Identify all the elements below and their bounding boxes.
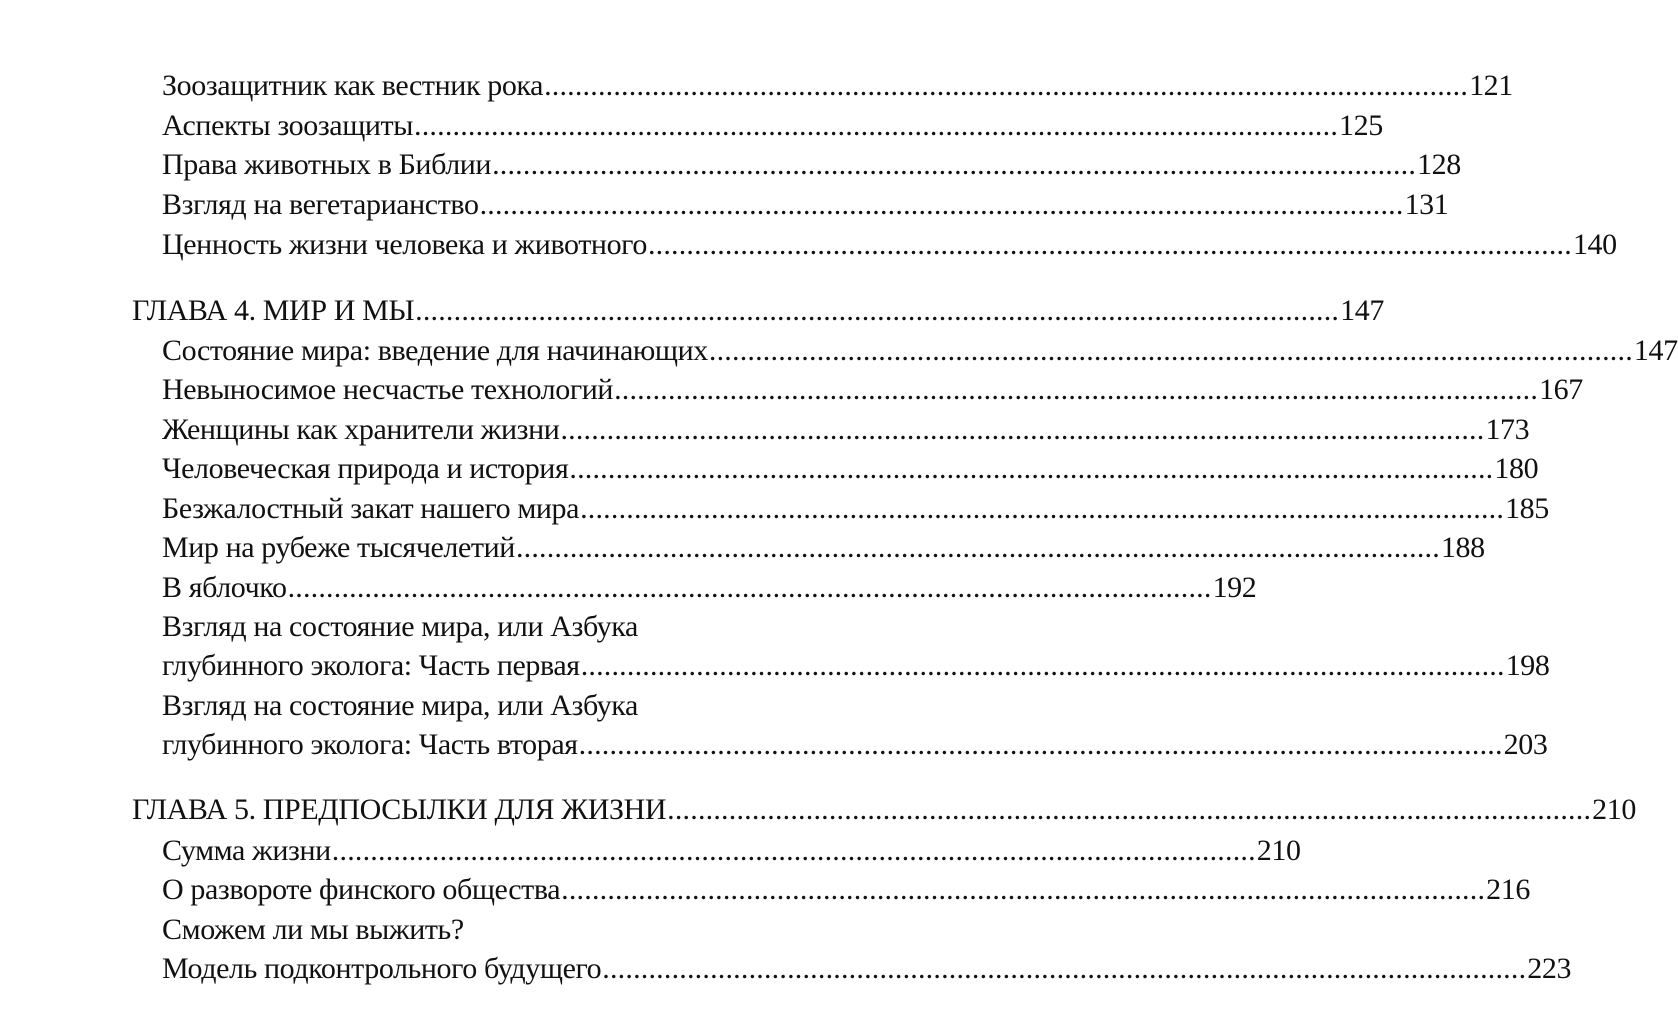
toc-page-number: 210 xyxy=(1256,834,1301,867)
toc-leader-dots: ........................................................................................................................ xyxy=(647,228,1572,261)
toc-leader-dots: ........................................................................................................................ xyxy=(479,188,1404,221)
toc-entry xyxy=(162,568,1257,608)
toc-entry xyxy=(162,489,1549,529)
toc-entry-first-line xyxy=(162,607,876,647)
toc-chapter-heading xyxy=(132,291,1384,331)
toc-entry-title: Ценность жизни человека и животного xyxy=(162,225,647,265)
toc-page-number: 125 xyxy=(1339,109,1383,142)
toc-entry xyxy=(162,949,1572,989)
toc-entry-title: В яблочко xyxy=(162,568,287,608)
toc-entry-title: Взгляд на состояние мира, или Азбука xyxy=(162,686,638,726)
toc-entry-title: глубинного эколога: Часть первая xyxy=(162,646,580,686)
toc-entry-title: Мир на рубеже тысячелетий xyxy=(162,528,515,568)
toc-entry xyxy=(162,331,1678,371)
toc-leader-dots: ........................................................................................................................ xyxy=(515,531,1440,564)
toc-entry-title: Аспекты зоозащиты xyxy=(162,106,413,146)
toc-entry-title: Взгляд на состояние мира, или Азбука xyxy=(162,607,638,647)
toc-entry-title: Зоозащитник как вестник рока xyxy=(162,66,543,106)
toc-entry-title: Безжалостный закат нашего мира xyxy=(162,489,579,529)
toc-page-number: 216 xyxy=(1486,873,1530,906)
toc-page-number: 203 xyxy=(1503,728,1548,761)
toc-chapter-title: ГЛАВА 5. ПРЕДПОСЫЛКИ ДЛЯ ЖИЗНИ xyxy=(132,790,666,830)
toc-leader-dots: ........................................................................................................................ xyxy=(287,571,1212,604)
toc-entry xyxy=(162,831,1301,871)
toc-entry xyxy=(162,106,1383,146)
toc-page-number: 147 xyxy=(1340,294,1384,327)
toc-leader-dots: ........................................................................................................................ xyxy=(614,373,1539,406)
toc-entry-title: Сумма жизни xyxy=(162,831,331,871)
toc-leader-dots: ........................................................................................................................ xyxy=(708,334,1633,367)
toc-entry xyxy=(162,66,1513,106)
toc-entry-first-line xyxy=(162,686,876,726)
toc-page-number: 140 xyxy=(1572,228,1617,261)
toc-entry-no-page xyxy=(162,910,876,950)
toc-entry-title: глубинного эколога: Часть вторая xyxy=(162,725,578,765)
toc-page-number: 167 xyxy=(1539,373,1583,406)
toc-entry-title: Состояние мира: введение для начинающих xyxy=(162,331,708,371)
toc-entry-title: Сможем ли мы выжить? xyxy=(162,910,464,950)
toc-page-number: 173 xyxy=(1485,413,1530,446)
toc-entry-title: Человеческая природа и история xyxy=(162,449,568,489)
toc-page-number: 180 xyxy=(1494,452,1539,485)
toc-entry xyxy=(162,145,1461,185)
toc-entry xyxy=(162,225,1617,265)
toc-page-number: 198 xyxy=(1505,649,1550,682)
toc-leader-dots: ........................................................................................................................ xyxy=(544,69,1469,102)
toc-page-number: 121 xyxy=(1469,69,1513,102)
toc-chapter-heading xyxy=(132,790,1636,830)
toc-leader-dots: ........................................................................................................................ xyxy=(578,728,1503,761)
toc-entry xyxy=(162,410,1530,450)
toc-leader-dots: ........................................................................................................................ xyxy=(331,834,1256,867)
toc-leader-dots: ........................................................................................................................ xyxy=(580,492,1505,525)
toc-leader-dots: ........................................................................................................................ xyxy=(569,452,1494,485)
toc-entry xyxy=(162,528,1485,568)
toc-page-number: 192 xyxy=(1212,571,1257,604)
toc-page-number: 185 xyxy=(1505,492,1549,525)
toc-page-number: 128 xyxy=(1417,148,1461,181)
toc-entry xyxy=(162,725,1548,765)
toc-entry xyxy=(162,370,1583,410)
toc-leader-dots: ........................................................................................................................ xyxy=(492,148,1417,181)
toc-leader-dots: ........................................................................................................................ xyxy=(414,109,1339,142)
toc-entry-title: Женщины как хранители жизни xyxy=(162,410,559,450)
toc-entry-title: Невыносимое несчастье технологий xyxy=(162,370,613,410)
toc-entry xyxy=(162,646,1550,686)
toc-leader-dots: ........................................................................................................................ xyxy=(602,952,1527,985)
toc-page-number: 210 xyxy=(1592,793,1636,826)
toc-entry xyxy=(162,870,1530,910)
toc-page-number: 131 xyxy=(1404,188,1449,221)
toc-page-number: 223 xyxy=(1527,952,1572,985)
toc-entry-title: Взгляд на вегетарианство xyxy=(162,185,479,225)
toc-leader-dots: ........................................................................................................................ xyxy=(580,649,1505,682)
toc-leader-dots: ........................................................................................................................ xyxy=(560,413,1485,446)
toc-leader-dots: ........................................................................................................................ xyxy=(667,793,1592,826)
toc-leader-dots: ........................................................................................................................ xyxy=(415,294,1340,327)
toc-entry-title: О развороте финского общества xyxy=(162,870,560,910)
toc-entry-title: Права животных в Библии xyxy=(162,145,491,185)
toc-entry xyxy=(162,185,1449,225)
toc-chapter-title: ГЛАВА 4. МИР И МЫ xyxy=(132,291,414,331)
toc-entry-title: Модель подконтрольного будущего xyxy=(162,949,601,989)
toc-page-number: 188 xyxy=(1440,531,1485,564)
toc-page-number: 147 xyxy=(1633,334,1678,367)
toc-entry xyxy=(162,449,1539,489)
toc-leader-dots: ........................................................................................................................ xyxy=(561,873,1486,906)
